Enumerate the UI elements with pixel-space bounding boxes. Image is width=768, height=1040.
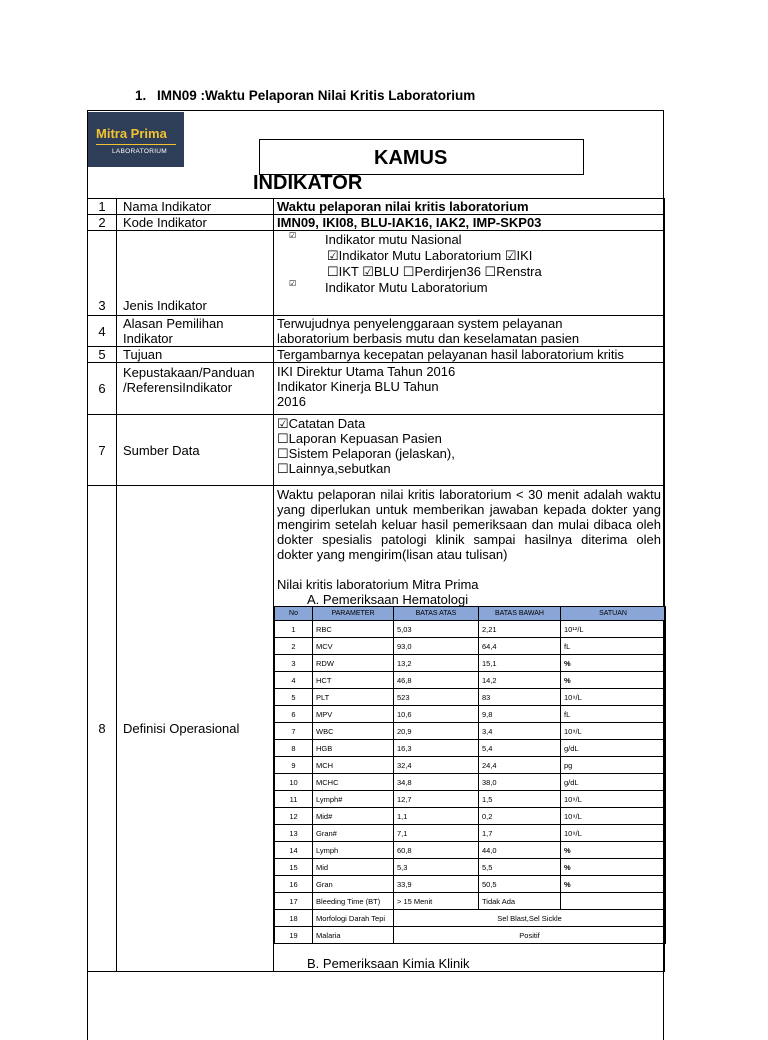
row-number: 3 xyxy=(88,231,117,316)
row-number: 5 xyxy=(88,347,117,363)
row-label: Sumber Data xyxy=(117,415,274,486)
critical-row xyxy=(275,638,666,655)
cell-satuan: g/dL xyxy=(561,740,666,757)
critical-row xyxy=(275,689,666,706)
row-label: Indikator xyxy=(123,331,173,346)
critical-row xyxy=(275,876,666,893)
row-label: /ReferensiIndikator xyxy=(123,380,233,395)
section-heading xyxy=(135,88,475,103)
section-a-heading: A. Pemeriksaan Hematologi xyxy=(307,592,469,607)
jenis-line-2: ☑Indikator Mutu Laboratorium ☑IKI xyxy=(327,248,533,263)
cell-batas-bawah: 9,8 xyxy=(479,706,561,723)
cell-batas-atas: 523 xyxy=(394,689,479,706)
cell-batas-bawah: 15,1 xyxy=(479,655,561,672)
cell-satuan: fL xyxy=(561,638,666,655)
col-header-batas-atas: BATAS ATAS xyxy=(394,607,479,621)
cell-no: 19 xyxy=(275,927,313,944)
section-b-heading: B. Pemeriksaan Kimia Klinik xyxy=(307,956,470,971)
cell-no: 8 xyxy=(275,740,313,757)
cell-batas-bawah: 0,2 xyxy=(479,808,561,825)
cell-satuan: g/dL xyxy=(561,774,666,791)
row-value: Waktu pelaporan nilai kritis laboratorium xyxy=(274,199,665,215)
jenis-line-4: ☑ Indikator Mutu Laboratorium xyxy=(277,280,661,296)
critical-row xyxy=(275,910,666,927)
cell-batas-atas: 60,8 xyxy=(394,842,479,859)
indicator-table xyxy=(87,198,665,972)
cell-batas-bawah: 64,4 xyxy=(479,638,561,655)
row-number: 1 xyxy=(88,199,117,215)
cell-batas-atas: 16,3 xyxy=(394,740,479,757)
row-value: 2016 xyxy=(277,394,306,409)
title-kamus: KAMUS xyxy=(374,147,448,169)
cell-batas-atas: 32,4 xyxy=(394,757,479,774)
row-number: 7 xyxy=(88,415,117,486)
cell-satuan: 10⁹/L xyxy=(561,723,666,740)
heading-number: 1. xyxy=(135,88,147,103)
cell-batas-bawah: 3,4 xyxy=(479,723,561,740)
title-indikator: INDIKATOR xyxy=(253,172,363,194)
cell-batas-bawah: 24,4 xyxy=(479,757,561,774)
critical-row xyxy=(275,757,666,774)
cell-no: 9 xyxy=(275,757,313,774)
jenis-line-1: ☑ Indikator mutu Nasional xyxy=(277,232,661,248)
row-label: Jenis Indikator xyxy=(117,231,274,316)
row-alasan-pemilihan xyxy=(88,316,665,347)
critical-row xyxy=(275,859,666,876)
heading-text: IMN09 :Waktu Pelaporan Nilai Kritis Laboratorium xyxy=(157,88,476,103)
row-value: Indikator Kinerja BLU Tahun xyxy=(277,379,439,394)
critical-row xyxy=(275,655,666,672)
critical-values-table xyxy=(274,606,666,944)
cell-parameter: Lymph xyxy=(313,842,394,859)
cell-no: 1 xyxy=(275,621,313,638)
cell-parameter: HGB xyxy=(313,740,394,757)
critical-row xyxy=(275,927,666,944)
cell-batas-atas: 33,9 xyxy=(394,876,479,893)
cell-parameter: MPV xyxy=(313,706,394,723)
cell-parameter: MCH xyxy=(313,757,394,774)
row-value: laboratorium berbasis mutu dan keselamatan pasien xyxy=(277,331,580,346)
checkbox-icon: ☑ xyxy=(289,279,297,288)
critical-row xyxy=(275,893,666,910)
critical-row xyxy=(275,706,666,723)
critical-row xyxy=(275,621,666,638)
jenis-line-3: ☐IKT ☑BLU ☐Perdirjen36 ☐Renstra xyxy=(327,264,542,279)
cell-no: 11 xyxy=(275,791,313,808)
cell-batas-atas: 5,3 xyxy=(394,859,479,876)
col-header-parameter: PARAMETER xyxy=(313,607,394,621)
critical-header-row xyxy=(275,607,666,621)
cell-value: Positif xyxy=(394,927,666,944)
cell-parameter: WBC xyxy=(313,723,394,740)
cell-batas-atas: 93,0 xyxy=(394,638,479,655)
cell-satuan: % xyxy=(561,672,666,689)
row-value: Tergambarnya kecepatan pelayanan hasil laboratorium kritis xyxy=(274,347,665,363)
critical-row xyxy=(275,791,666,808)
row-kepustakaan xyxy=(88,363,665,415)
cell-batas-bawah: 5,4 xyxy=(479,740,561,757)
row-value: IKI Direktur Utama Tahun 2016 xyxy=(277,364,456,379)
cell-no: 17 xyxy=(275,893,313,910)
cell-satuan: 10⁹/L xyxy=(561,791,666,808)
cell-no: 13 xyxy=(275,825,313,842)
cell-batas-atas: 10,6 xyxy=(394,706,479,723)
cell-no: 2 xyxy=(275,638,313,655)
cell-batas-atas: 7,1 xyxy=(394,825,479,842)
cell-no: 4 xyxy=(275,672,313,689)
cell-parameter: Mid# xyxy=(313,808,394,825)
cell-batas-atas: 1,1 xyxy=(394,808,479,825)
definition-text: Waktu pelaporan nilai kritis laboratorium < 30 menit adalah waktu yang diperlukan untuk memberikan jawaban kepada dokter yang mengirim setelah keluar hasil pemeriksaan dan mulai dibaca oleh dokter spesialis patologi klinik sampai hasilnya diterima oleh dokter yang mengirim(lisan atau tulisan) xyxy=(277,487,661,562)
cell-satuan: 10⁹/L xyxy=(561,689,666,706)
cell-no: 16 xyxy=(275,876,313,893)
cell-no: 6 xyxy=(275,706,313,723)
checkbox-icon: ☑ xyxy=(289,231,297,240)
cell-satuan: fL xyxy=(561,706,666,723)
cell-batas-bawah: 5,5 xyxy=(479,859,561,876)
cell-no: 3 xyxy=(275,655,313,672)
critical-row xyxy=(275,808,666,825)
mitra-prima-logo xyxy=(88,112,184,167)
critical-row xyxy=(275,740,666,757)
cell-parameter: Morfologi Darah Tepi xyxy=(313,910,394,927)
cell-satuan: 10⁹/L xyxy=(561,808,666,825)
cell-batas-atas: 5,03 xyxy=(394,621,479,638)
logo-divider xyxy=(96,144,176,145)
cell-no: 5 xyxy=(275,689,313,706)
critical-row xyxy=(275,774,666,791)
cell-no: 10 xyxy=(275,774,313,791)
row-kode-indikator xyxy=(88,215,665,231)
logo-subtitle: LABORATORIUM xyxy=(112,148,168,155)
row-definisi-operasional xyxy=(88,486,665,972)
cell-batas-bawah: 14,2 xyxy=(479,672,561,689)
cell-parameter: HCT xyxy=(313,672,394,689)
row-label: Kepustakaan/Panduan xyxy=(123,365,255,380)
cell-parameter: MCHC xyxy=(313,774,394,791)
row-sumber-data xyxy=(88,415,665,486)
cell-batas-bawah: Tidak Ada xyxy=(479,893,561,910)
critical-row xyxy=(275,672,666,689)
col-header-batas-bawah: BATAS BAWAH xyxy=(479,607,561,621)
cell-value: Sel Blast,Sel Sickle xyxy=(394,910,666,927)
cell-batas-bawah: 1,5 xyxy=(479,791,561,808)
critical-row xyxy=(275,842,666,859)
cell-parameter: Mid xyxy=(313,859,394,876)
cell-batas-atas: 12,7 xyxy=(394,791,479,808)
row-label: Kode Indikator xyxy=(117,215,274,231)
sumber-option: ☐Laporan Kepuasan Pasien xyxy=(277,431,442,446)
cell-batas-bawah: 38,0 xyxy=(479,774,561,791)
cell-batas-atas: 34,8 xyxy=(394,774,479,791)
cell-parameter: RDW xyxy=(313,655,394,672)
cell-no: 15 xyxy=(275,859,313,876)
cell-batas-bawah: 50,5 xyxy=(479,876,561,893)
cell-batas-bawah: 83 xyxy=(479,689,561,706)
critical-row xyxy=(275,825,666,842)
cell-batas-bawah: 2,21 xyxy=(479,621,561,638)
cell-satuan xyxy=(561,893,666,910)
cell-satuan: pg xyxy=(561,757,666,774)
cell-parameter: Bleeding Time (BT) xyxy=(313,893,394,910)
sumber-option: ☑Catatan Data xyxy=(277,416,366,431)
row-nama-indikator xyxy=(88,199,665,215)
row-number: 8 xyxy=(88,486,117,972)
cell-parameter: Gran# xyxy=(313,825,394,842)
row-number: 4 xyxy=(88,316,117,347)
row-tujuan xyxy=(88,347,665,363)
cell-batas-atas: 46,8 xyxy=(394,672,479,689)
cell-no: 7 xyxy=(275,723,313,740)
cell-batas-atas: > 15 Menit xyxy=(394,893,479,910)
critical-subheading: Nilai kritis laboratorium Mitra Prima xyxy=(277,577,479,592)
cell-parameter: Lymph# xyxy=(313,791,394,808)
cell-batas-atas: 20,9 xyxy=(394,723,479,740)
row-jenis-indikator xyxy=(88,231,665,316)
cell-satuan: % xyxy=(561,842,666,859)
cell-parameter: RBC xyxy=(313,621,394,638)
row-number: 2 xyxy=(88,215,117,231)
sumber-option: ☐Lainnya,sebutkan xyxy=(277,461,391,476)
cell-no: 14 xyxy=(275,842,313,859)
logo-brand: Mitra Prima xyxy=(96,126,167,141)
cell-parameter: Malaria xyxy=(313,927,394,944)
sumber-option: ☐Sistem Pelaporan (jelaskan), xyxy=(277,446,455,461)
cell-parameter: MCV xyxy=(313,638,394,655)
col-header-no: No xyxy=(275,607,313,621)
row-label: Alasan Pemilihan xyxy=(123,316,224,331)
cell-satuan: 10⁹/L xyxy=(561,825,666,842)
cell-satuan: 10¹²/L xyxy=(561,621,666,638)
critical-row xyxy=(275,723,666,740)
cell-batas-atas: 13,2 xyxy=(394,655,479,672)
col-header-satuan: SATUAN xyxy=(561,607,666,621)
cell-batas-bawah: 44,0 xyxy=(479,842,561,859)
row-label: Tujuan xyxy=(117,347,274,363)
cell-batas-bawah: 1,7 xyxy=(479,825,561,842)
row-number: 6 xyxy=(88,363,117,415)
cell-parameter: Gran xyxy=(313,876,394,893)
cell-no: 12 xyxy=(275,808,313,825)
cell-satuan: % xyxy=(561,655,666,672)
cell-parameter: PLT xyxy=(313,689,394,706)
row-label: Nama Indikator xyxy=(117,199,274,215)
row-value: IMN09, IKI08, BLU-IAK16, IAK2, IMP-SKP03 xyxy=(274,215,665,231)
cell-satuan: % xyxy=(561,859,666,876)
row-label: Definisi Operasional xyxy=(117,486,274,972)
cell-satuan: % xyxy=(561,876,666,893)
row-value: Terwujudnya penyelenggaraan system pelayanan xyxy=(277,316,563,331)
cell-no: 18 xyxy=(275,910,313,927)
